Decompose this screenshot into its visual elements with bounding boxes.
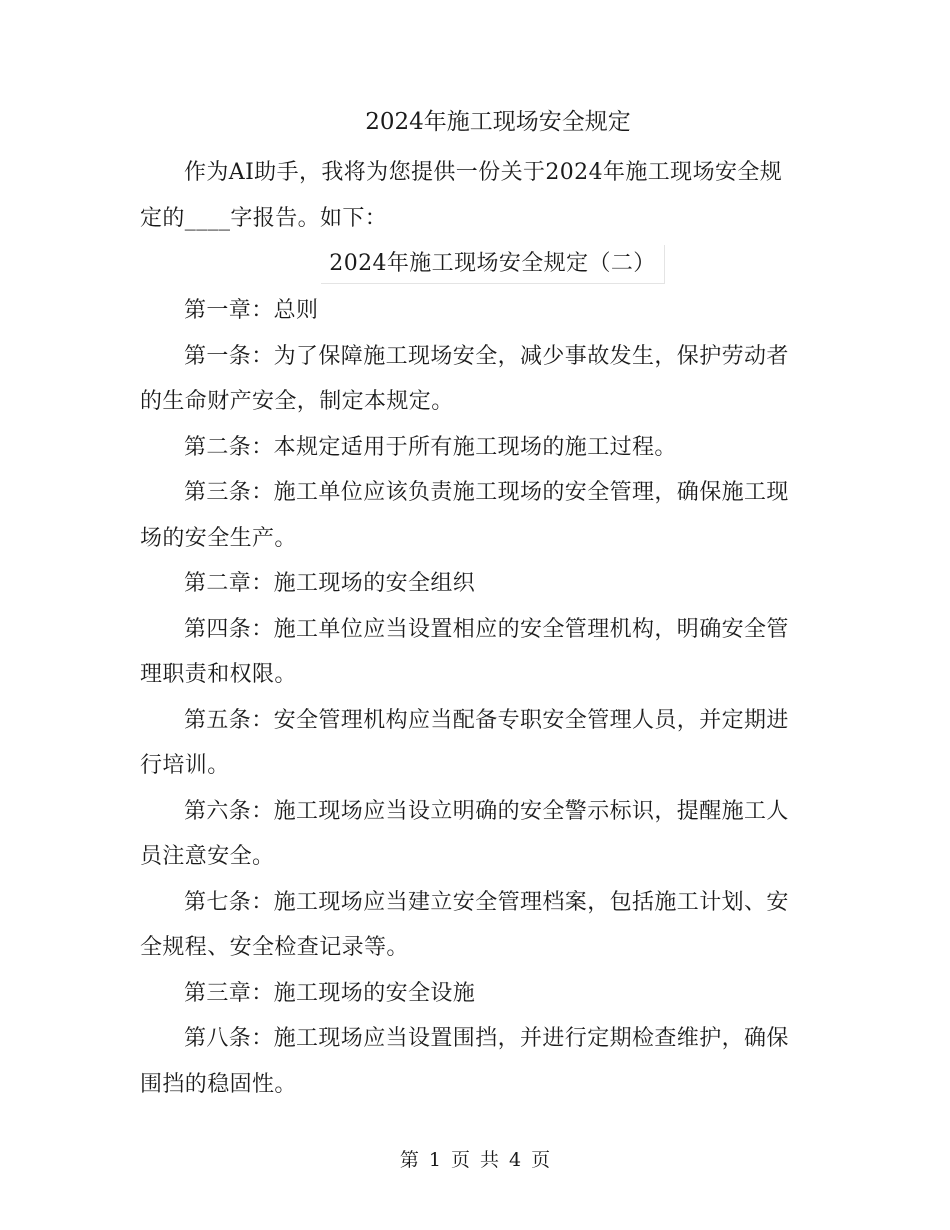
article-paragraph: 第五条：安全管理机构应当配备专职安全管理人员，并定期进行培训。: [140, 707, 789, 778]
article-paragraph: 第三条：施工单位应该负责施工现场的安全管理，确保施工现场的安全生产。: [140, 480, 789, 551]
document-subtitle: 2024年施工现场安全规定（二）: [321, 245, 664, 284]
document-body: [140, 150, 800, 1107]
article-paragraph: 第六条：施工现场应当设立明确的安全警示标识，提醒施工人员注意安全。: [140, 798, 789, 869]
intro-paragraph: 作为AI助手，我将为您提供一份关于2024年施工现场安全规定的____字报告。如下：: [140, 160, 783, 231]
subtitle-row: [186, 241, 800, 288]
chapter-heading: 第二章：施工现场的安全组织: [184, 571, 476, 596]
chapter-heading: 第一章：总则: [184, 298, 319, 323]
page-number-footer: 第 1 页 共 4 页: [399, 1149, 551, 1171]
article-paragraph: 第八条：施工现场应当设置围挡，并进行定期检查维护，确保围挡的稳固性。: [140, 1026, 789, 1097]
document-title: 2024年施工现场安全规定: [365, 109, 631, 135]
article-paragraph: 第二条：本规定适用于所有施工现场的施工过程。: [184, 434, 677, 460]
article-paragraph: 第七条：施工现场应当建立安全管理档案，包括施工计划、安全规程、安全检查记录等。: [140, 889, 789, 960]
chapter-heading: 第三章：施工现场的安全设施: [184, 980, 476, 1006]
article-paragraph: 第一条：为了保障施工现场安全，减少事故发生，保护劳动者的生命财产安全，制定本规定。: [140, 343, 789, 414]
article-paragraph: 第四条：施工单位应当设置相应的安全管理机构，明确安全管理职责和权限。: [140, 616, 789, 687]
